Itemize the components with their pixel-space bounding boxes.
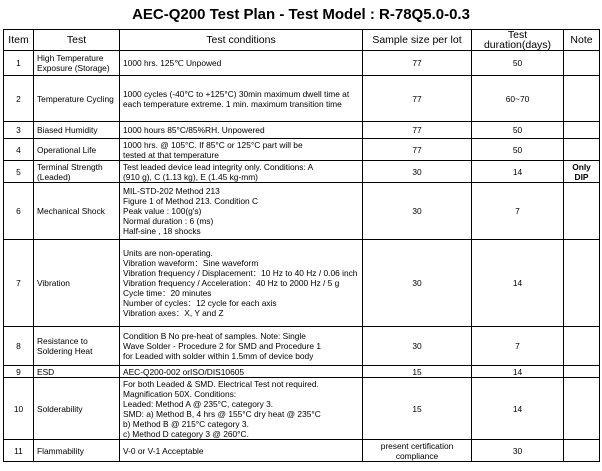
note-cell bbox=[564, 240, 600, 327]
page-title: AEC-Q200 Test Plan - Test Model : R-78Q5.0-0.3 bbox=[132, 6, 470, 23]
item-cell: 4 bbox=[4, 139, 34, 161]
header-conditions: Test conditions bbox=[120, 30, 363, 51]
sample-cell: 30 bbox=[363, 327, 472, 366]
header-sample-size: Sample size per lot bbox=[363, 30, 472, 51]
test-cell: Mechanical Shock bbox=[34, 183, 120, 240]
duration-cell: 14 bbox=[472, 240, 564, 327]
table-row bbox=[4, 183, 600, 240]
table-row bbox=[4, 440, 600, 462]
item-cell: 3 bbox=[4, 122, 34, 139]
conditions-cell: Condition B No pre-heat of samples. Note: Single Wave Solder - Procedure 2 for SMD and Procedure 1 for Leaded with solder within 1.5mm of device body bbox=[120, 327, 363, 366]
sample-cell: 30 bbox=[363, 183, 472, 240]
conditions-cell: AEC-Q200-002 orISO/DIS10605 bbox=[120, 366, 363, 378]
duration-cell: 7 bbox=[472, 183, 564, 240]
test-cell: Vibration bbox=[34, 240, 120, 327]
table-row bbox=[4, 76, 600, 122]
test-cell: High Temperature Exposure (Storage) bbox=[34, 51, 120, 76]
header-duration: Test duration(days) bbox=[472, 30, 564, 51]
conditions-cell: For both Leaded & SMD. Electrical Test not required. Magnification 50X. Conditions: Leaded: Method A @ 235°C, category 3. SMD: a) Method B, 4 hrs @ 155°C dry heat @ 235°C b) Method B @ 215°C category 3. c) Method D category 3 @ 260°C. bbox=[120, 378, 363, 440]
table-row bbox=[4, 161, 600, 183]
note-cell bbox=[564, 122, 600, 139]
note-cell bbox=[564, 76, 600, 122]
sample-cell: 77 bbox=[363, 122, 472, 139]
duration-cell: 14 bbox=[472, 161, 564, 183]
duration-cell: 14 bbox=[472, 378, 564, 440]
item-cell: 7 bbox=[4, 240, 34, 327]
conditions-cell: MIL-STD-202 Method 213 Figure 1 of Method 213. Condition C Peak value : 100(g's) Normal duration : 6 (ms) Half-sine , 18 shocks bbox=[120, 183, 363, 240]
test-cell: Resistance to Soldering Heat bbox=[34, 327, 120, 366]
note-cell bbox=[564, 378, 600, 440]
duration-cell: 14 bbox=[472, 366, 564, 378]
note-cell bbox=[564, 139, 600, 161]
test-cell: Temperature Cycling bbox=[34, 76, 120, 122]
sample-cell: 77 bbox=[363, 139, 472, 161]
note-cell bbox=[564, 327, 600, 366]
header-item: Item bbox=[4, 30, 34, 51]
table-row bbox=[4, 366, 600, 378]
test-plan-table bbox=[3, 29, 600, 462]
duration-cell: 50 bbox=[472, 51, 564, 76]
table-row bbox=[4, 122, 600, 139]
sample-cell: 30 bbox=[363, 161, 472, 183]
note-cell bbox=[564, 440, 600, 462]
duration-cell: 50 bbox=[472, 122, 564, 139]
duration-cell: 60~70 bbox=[472, 76, 564, 122]
conditions-cell: V-0 or V-1 Acceptable bbox=[120, 440, 363, 462]
test-cell: Biased Humidity bbox=[34, 122, 120, 139]
item-cell: 8 bbox=[4, 327, 34, 366]
sample-cell: 77 bbox=[363, 51, 472, 76]
item-cell: 2 bbox=[4, 76, 34, 122]
conditions-cell: Units are non-operating. Vibration waveform：Sine waveform Vibration frequency / Displacement：10 Hz to 40 Hz / 0.06 inch Vibration frequency / Acceleration：40 Hz to 2000 Hz / 5 g Cycle time：20 minutes Number of cycles：12 cycle for each axis Vibration axes：X, Y and Z bbox=[120, 240, 363, 327]
conditions-cell: Test leaded device lead integrity only. Conditions: A (910 g), C (1.13 kg), E (1.45 kg-mm) bbox=[120, 161, 363, 183]
sample-cell: 15 bbox=[363, 366, 472, 378]
note-cell bbox=[564, 183, 600, 240]
item-cell: 5 bbox=[4, 161, 34, 183]
table-row bbox=[4, 51, 600, 76]
header-test: Test bbox=[34, 30, 120, 51]
item-cell: 6 bbox=[4, 183, 34, 240]
duration-cell: 50 bbox=[472, 139, 564, 161]
table-row bbox=[4, 378, 600, 440]
header-row bbox=[4, 30, 600, 51]
test-cell: Flammability bbox=[34, 440, 120, 462]
test-cell: ESD bbox=[34, 366, 120, 378]
test-cell: Solderability bbox=[34, 378, 120, 440]
header-note: Note bbox=[564, 30, 600, 51]
item-cell: 11 bbox=[4, 440, 34, 462]
conditions-cell: 1000 hrs. 125℃ Unpowed bbox=[120, 51, 363, 76]
test-cell: Terminal Strength (Leaded) bbox=[34, 161, 120, 183]
sample-cell: present certification compliance bbox=[363, 440, 472, 462]
note-cell: Only DIP bbox=[564, 161, 600, 183]
sample-cell: 77 bbox=[363, 76, 472, 122]
table-row bbox=[4, 139, 600, 161]
item-cell: 10 bbox=[4, 378, 34, 440]
table-row bbox=[4, 240, 600, 327]
test-cell: Operational Life bbox=[34, 139, 120, 161]
table-row bbox=[4, 327, 600, 366]
conditions-cell: 1000 cycles (-40°C to +125°C) 30min maximum dwell time at each temperature extreme. 1 min. maximum transition time bbox=[120, 76, 363, 122]
sample-cell: 30 bbox=[363, 240, 472, 327]
conditions-cell: 1000 hours 85°C/85%RH. Unpowered bbox=[120, 122, 363, 139]
note-cell bbox=[564, 51, 600, 76]
item-cell: 1 bbox=[4, 51, 34, 76]
duration-cell: 30 bbox=[472, 440, 564, 462]
note-cell bbox=[564, 366, 600, 378]
sample-cell: 15 bbox=[363, 378, 472, 440]
duration-cell: 7 bbox=[472, 327, 564, 366]
conditions-cell: 1000 hrs. @ 105°C. If 85°C or 125°C part will be tested at that temperature bbox=[120, 139, 363, 161]
item-cell: 9 bbox=[4, 366, 34, 378]
